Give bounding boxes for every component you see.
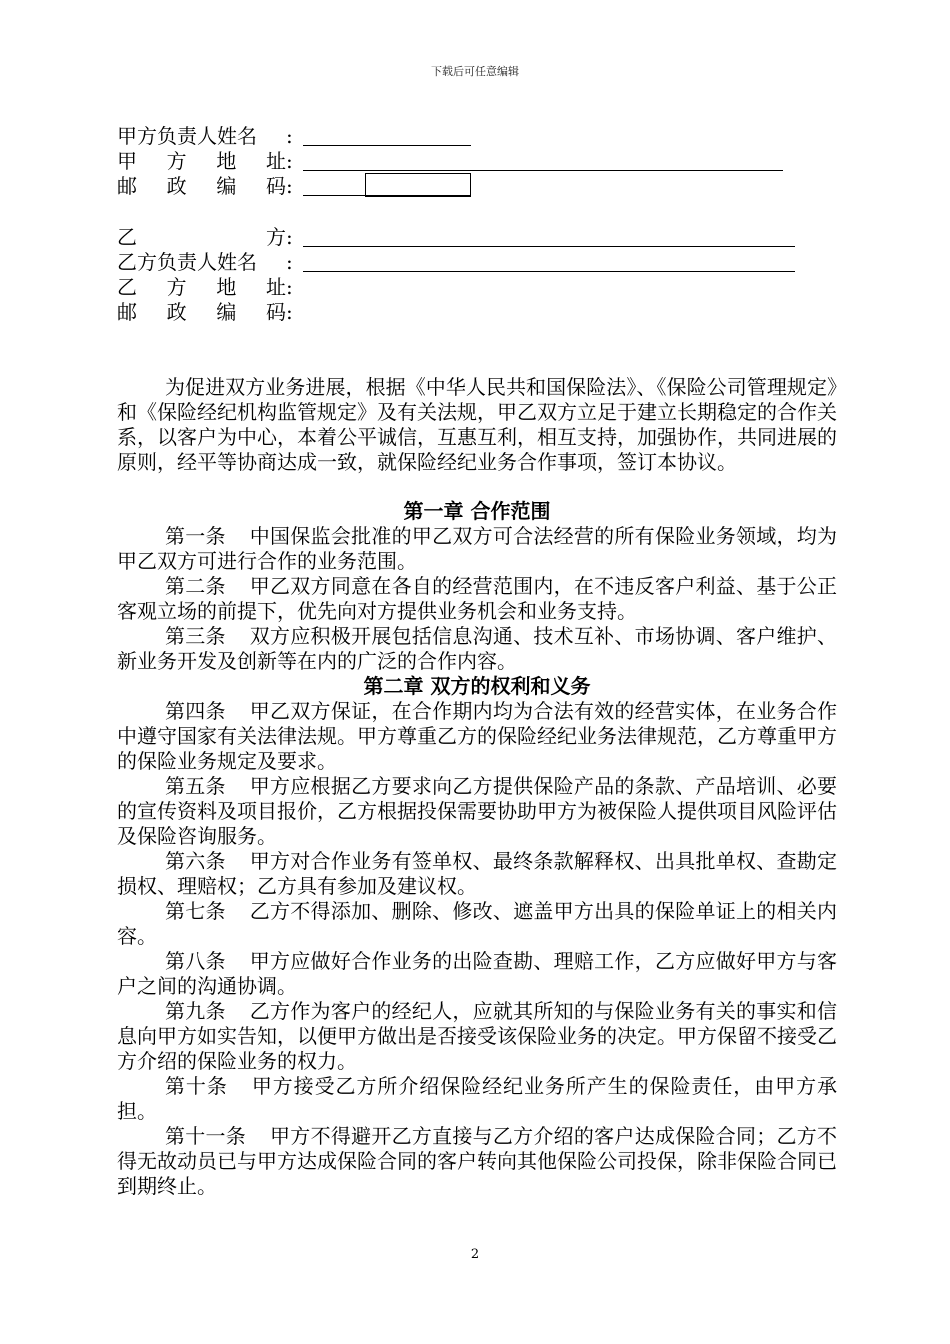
article-number: 第八条 xyxy=(165,949,226,973)
label-char: 编 xyxy=(216,300,237,324)
party-b-manager-label: 乙方负责人姓名 xyxy=(117,250,257,274)
page-header: 下载后可任意编辑 xyxy=(431,65,519,78)
article-number: 第十一条 xyxy=(165,1124,247,1148)
party-a-postcode-label xyxy=(117,174,300,199)
article-paragraph xyxy=(117,899,837,949)
label-char: 乙 xyxy=(117,225,137,249)
article-text: 甲方应根据乙方要求向乙方提供保险产品的条款、产品培训、必要的宣传资料及项目报价，乙方根据投保需要协助甲方为被保险人提供项目风险评估及保险咨询服务。 xyxy=(117,774,838,848)
preamble-paragraph: 为促进双方业务进展，根据《中华人民共和国保险法》、《保险公司管理规定》和《保险经纪机构监管规定》及有关法规，甲乙双方立足于建立长期稳定的合作关系，以客户为中心，本着公平诚信，互惠互利，相互支持，加强协作，共同进展的原则，经平等协商达成一致，就保险经纪业务合作事项，签订本协议。 xyxy=(117,375,837,474)
article-paragraph xyxy=(117,699,837,774)
article-paragraph xyxy=(117,574,837,624)
label-char: 码 xyxy=(265,300,286,324)
party-a-manager-blank xyxy=(303,145,471,146)
colon: : xyxy=(286,174,293,198)
label-char: 邮 xyxy=(117,174,137,198)
party-a-address-label xyxy=(117,149,300,174)
label-char: 政 xyxy=(166,300,187,324)
colon: : xyxy=(286,225,293,249)
label-char: 甲 xyxy=(117,149,137,173)
article-text: 双方应积极开展包括信息沟通、技术互补、市场协调、客户维护、新业务开发及创新等在内的广泛的合作内容。 xyxy=(117,624,838,673)
article-paragraph xyxy=(117,524,837,574)
article-paragraph xyxy=(117,624,837,674)
label-char: 方 xyxy=(166,275,187,299)
party-b-manager-field xyxy=(117,250,837,275)
colon: : xyxy=(286,250,293,274)
postcode-box xyxy=(365,173,471,197)
article-number: 第九条 xyxy=(165,999,226,1023)
article-number: 第六条 xyxy=(165,849,226,873)
party-a-manager-field xyxy=(117,124,837,149)
label-char: 邮 xyxy=(117,300,137,324)
party-b-postcode-label xyxy=(117,300,300,325)
article-text: 中国保监会批准的甲乙双方可合法经营的所有保险业务领域，均为甲乙双方可进行合作的业务范围。 xyxy=(117,524,838,573)
chapter-title: 第一章 合作范围 xyxy=(403,499,551,523)
article-paragraph xyxy=(117,1074,837,1124)
label-char: 地 xyxy=(216,149,237,173)
article-paragraph xyxy=(117,949,837,999)
colon: : xyxy=(286,149,293,173)
article-text: 乙方作为客户的经纪人，应就其所知的与保险业务有关的事实和信息向甲方如实告知，以便甲方做出是否接受该保险业务的决定。甲方保留不接受乙方介绍的保险业务的权力。 xyxy=(117,999,838,1073)
article-number: 第七条 xyxy=(165,899,226,923)
label-char: 方 xyxy=(266,225,286,249)
article-text: 甲乙双方保证，在合作期内均为合法有效的经营实体，在业务合作中遵守国家有关法律法规。甲方尊重乙方的保险经纪业务法律规范，乙方尊重甲方的保险业务规定及要求。 xyxy=(117,699,838,773)
article-text: 甲方应做好合作业务的出险查勘、理赔工作，乙方应做好甲方与客户之间的沟通协调。 xyxy=(117,949,838,998)
spacer xyxy=(117,199,837,225)
article-number: 第三条 xyxy=(165,624,226,648)
article-text: 乙方不得添加、删除、修改、遮盖甲方出具的保险单证上的相关内容。 xyxy=(117,899,838,948)
article-paragraph xyxy=(117,999,837,1074)
party-b-manager-blank xyxy=(303,271,795,272)
colon: : xyxy=(286,300,293,324)
party-a-manager-label: 甲方负责人姓名 xyxy=(117,124,257,148)
party-a-address-field xyxy=(117,149,837,174)
colon: : xyxy=(286,124,293,148)
article-number: 第一条 xyxy=(165,524,226,548)
spacer xyxy=(117,325,837,375)
article-paragraph xyxy=(117,1124,837,1199)
party-b-name-label xyxy=(117,225,300,250)
party-b-address-field xyxy=(117,275,837,300)
article-paragraph xyxy=(117,849,837,899)
label-char: 码 xyxy=(265,174,286,198)
label-char: 方 xyxy=(166,149,187,173)
party-b-postcode-field xyxy=(117,300,837,325)
party-a-postcode-field xyxy=(117,174,837,199)
label-char: 址 xyxy=(265,275,286,299)
label-char: 编 xyxy=(216,174,237,198)
article-text: 甲方不得避开乙方直接与乙方介绍的客户达成保险合同；乙方不得无故动员已与甲方达成保险合同的客户转向其他保险公司投保，除非保险合同已到期终止。 xyxy=(117,1124,838,1198)
article-paragraph xyxy=(117,774,837,849)
party-b-address-label xyxy=(117,275,300,300)
spacer xyxy=(117,475,837,499)
article-number: 第十条 xyxy=(165,1074,228,1098)
label-char: 址 xyxy=(265,149,286,173)
article-number: 第四条 xyxy=(165,699,226,723)
page-number: 2 xyxy=(470,1247,480,1262)
chapter-title: 第二章 双方的权利和义务 xyxy=(363,674,591,698)
article-number: 第二条 xyxy=(165,574,226,598)
article-text: 甲方对合作业务有签单权、最终条款解释权、出具批单权、查勘定损权、理赔权；乙方具有参加及建议权。 xyxy=(117,849,838,898)
document-body xyxy=(117,124,837,1199)
party-b-name-field xyxy=(117,225,837,250)
party-a-address-blank xyxy=(303,170,783,171)
article-text: 甲方接受乙方所介绍保险经纪业务所产生的保险责任，由甲方承担。 xyxy=(117,1074,838,1123)
label-char: 政 xyxy=(166,174,187,198)
label-char: 地 xyxy=(216,275,237,299)
label-char: 乙 xyxy=(117,275,137,299)
colon: : xyxy=(286,275,293,299)
article-number: 第五条 xyxy=(165,774,226,798)
party-b-name-blank xyxy=(303,246,795,247)
article-text: 甲乙双方同意在各自的经营范围内，在不违反客户利益、基于公正客观立场的前提下，优先向对方提供业务机会和业务支持。 xyxy=(117,574,838,623)
